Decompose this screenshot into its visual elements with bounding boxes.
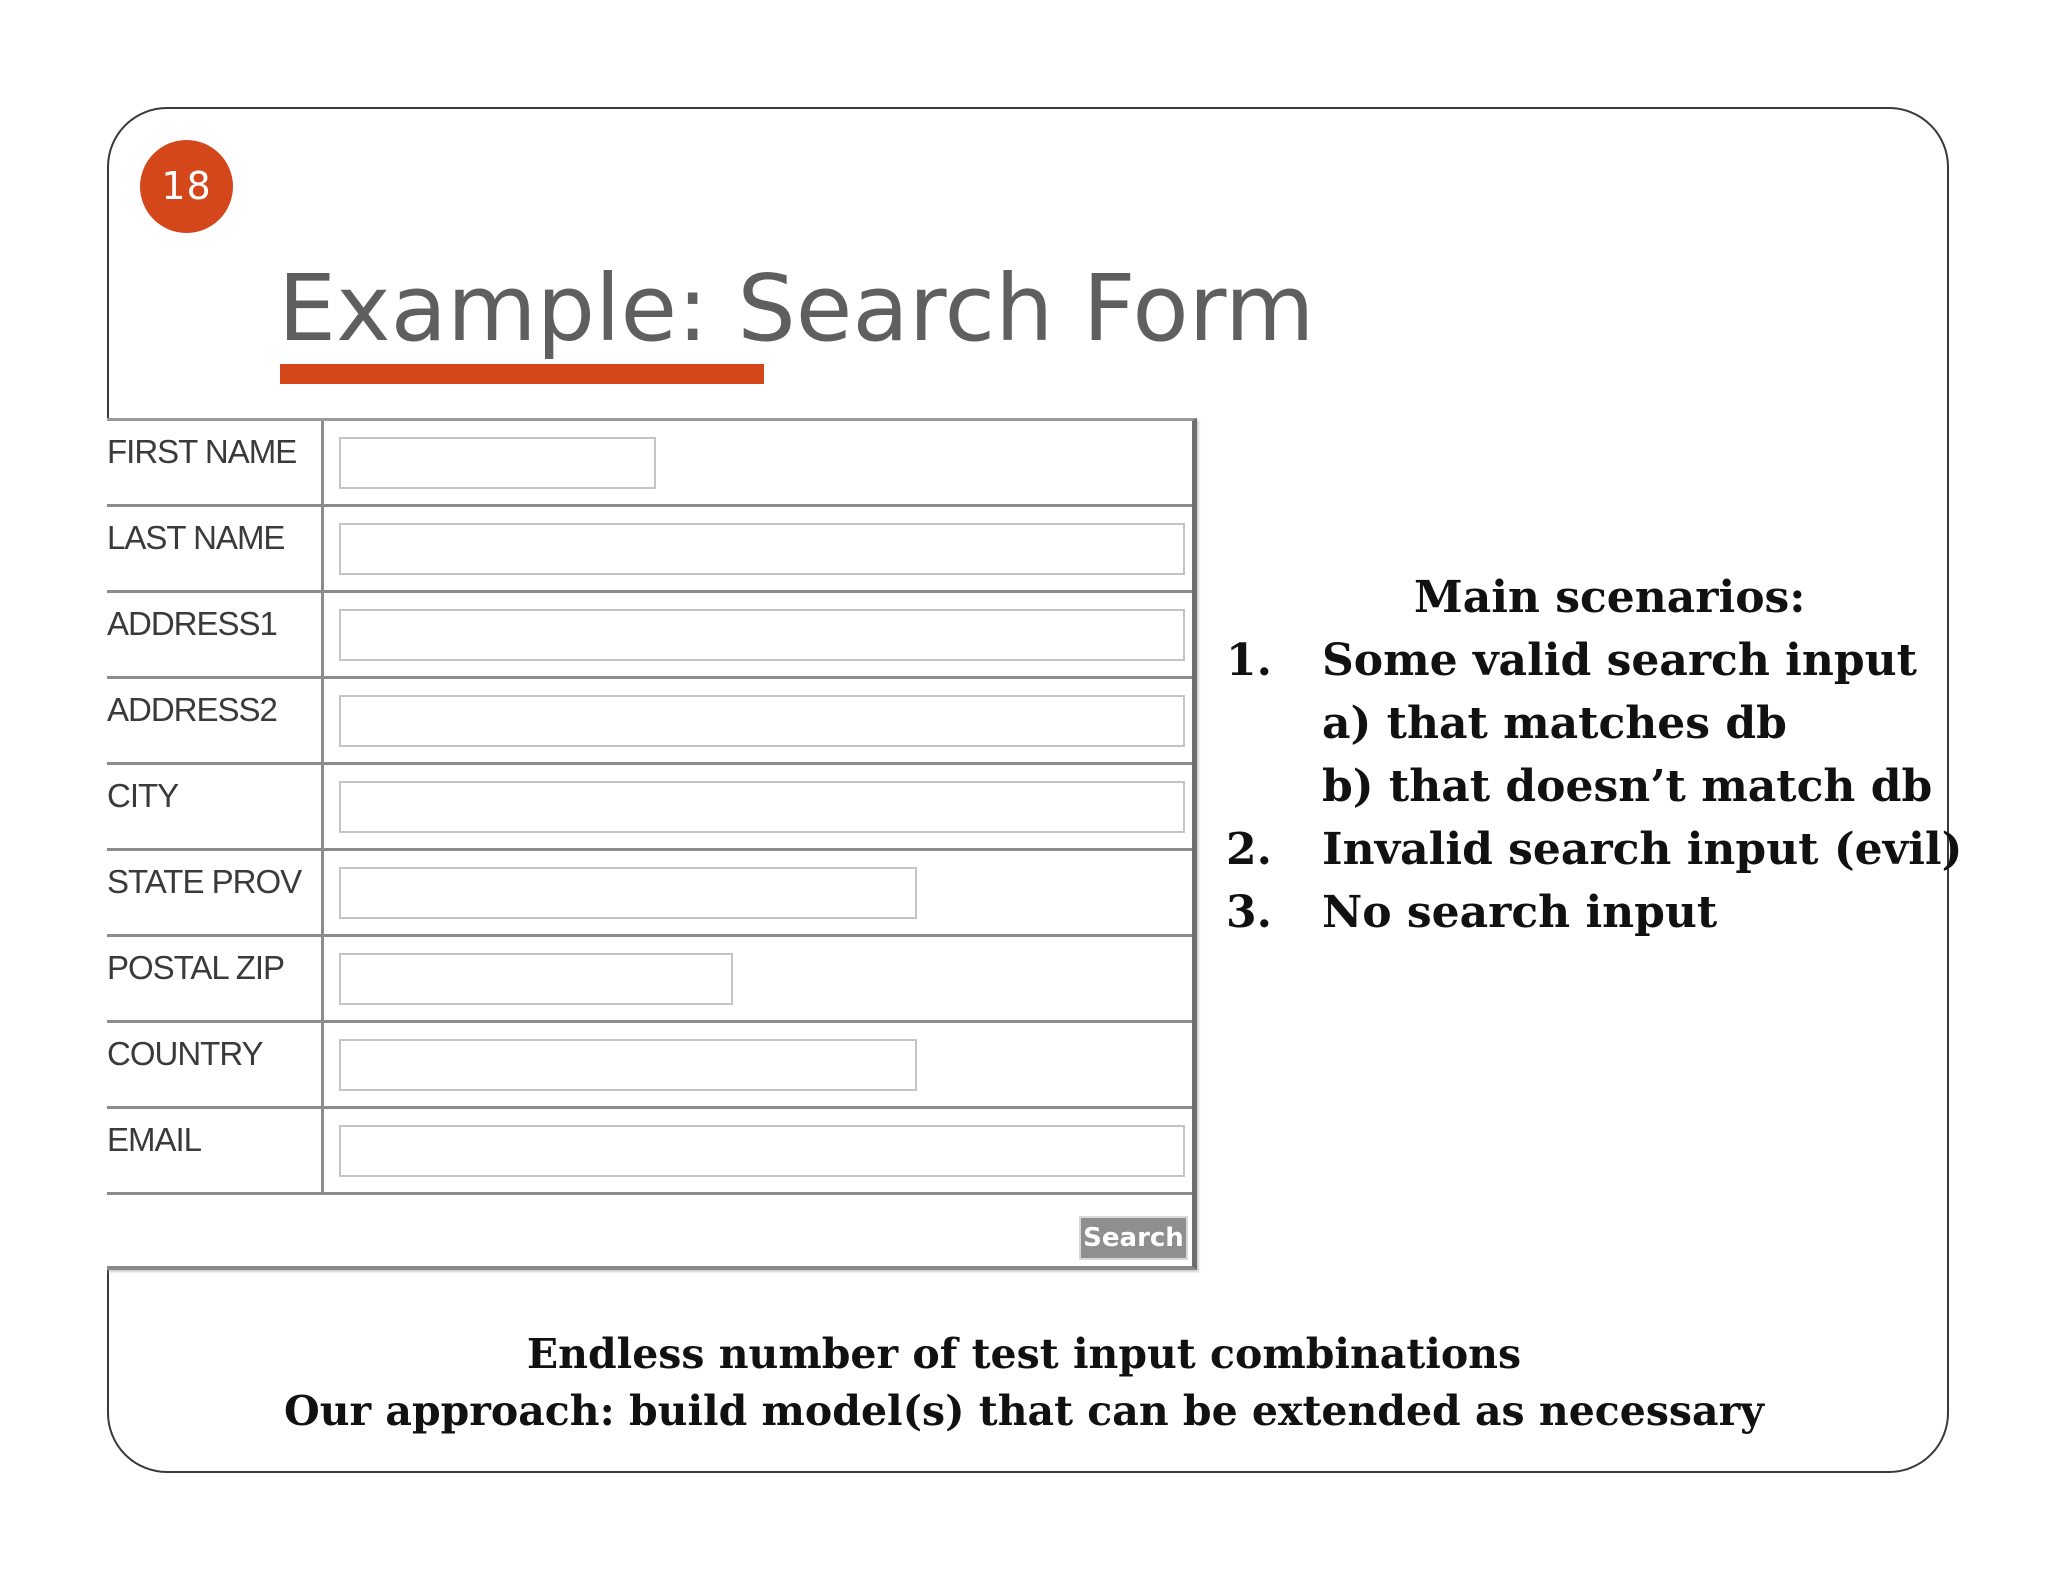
first-name-input[interactable] — [339, 437, 656, 489]
form-row-address2 — [107, 679, 1192, 765]
last-name-label: LAST NAME — [107, 519, 285, 556]
label-divider — [321, 851, 324, 934]
city-input[interactable] — [339, 781, 1185, 833]
scenario-number: 2. — [1226, 824, 1272, 875]
city-label: CITY — [107, 777, 179, 814]
label-divider — [321, 1109, 324, 1192]
address2-input[interactable] — [339, 695, 1185, 747]
scenario-subitem — [1226, 692, 1946, 755]
address2-label: ADDRESS2 — [107, 691, 277, 728]
form-row-address1 — [107, 593, 1192, 679]
scenario-text: a) that matches db — [1322, 698, 1787, 749]
label-divider — [321, 593, 324, 676]
form-row-state-prov — [107, 851, 1192, 937]
scenario-text: Some valid search input — [1322, 635, 1917, 686]
scenario-item — [1226, 818, 1963, 881]
postal-zip-label: POSTAL ZIP — [107, 949, 285, 986]
address1-label: ADDRESS1 — [107, 605, 277, 642]
title-underline — [280, 364, 764, 384]
country-input[interactable] — [339, 1039, 917, 1091]
label-divider — [321, 1023, 324, 1106]
scenario-item — [1226, 881, 1946, 944]
email-label: EMAIL — [107, 1121, 202, 1158]
form-row-postal-zip — [107, 937, 1192, 1023]
country-label: COUNTRY — [107, 1035, 263, 1072]
search-form — [107, 418, 1197, 1270]
form-row-city — [107, 765, 1192, 851]
slide-title: Example: Search Form — [278, 255, 1315, 362]
form-row-email — [107, 1109, 1192, 1195]
address1-input[interactable] — [339, 609, 1185, 661]
scenario-text: b) that doesn’t match db — [1322, 761, 1933, 812]
postal-zip-input[interactable] — [339, 953, 733, 1005]
scenario-number: 1. — [1226, 635, 1272, 686]
slide-number-badge: 18 — [140, 140, 233, 233]
label-divider — [321, 765, 324, 848]
scenarios-heading: Main scenarios: — [1414, 572, 1806, 623]
label-divider — [321, 937, 324, 1020]
last-name-input[interactable] — [339, 523, 1185, 575]
form-row-country — [107, 1023, 1192, 1109]
scenario-number: 3. — [1226, 887, 1272, 938]
scenario-item — [1226, 629, 1946, 692]
footer-line-2: Our approach: build model(s) that can be extended as necessary — [283, 1387, 1765, 1435]
first-name-label: FIRST NAME — [107, 433, 297, 470]
label-divider — [321, 679, 324, 762]
scenarios-list — [1226, 566, 1963, 944]
state-prov-label: STATE PROV — [107, 863, 302, 900]
footer-line-1: Endless number of test input combinations — [526, 1330, 1522, 1378]
label-divider — [321, 507, 324, 590]
search-button[interactable]: Search — [1079, 1216, 1188, 1260]
form-row-last-name — [107, 507, 1192, 593]
scenario-subitem — [1226, 755, 1946, 818]
state-prov-input[interactable] — [339, 867, 917, 919]
scenario-text: Invalid search input (evil) — [1322, 824, 1963, 875]
scenario-text: No search input — [1322, 887, 1718, 938]
form-row-first-name — [107, 421, 1192, 507]
email-input[interactable] — [339, 1125, 1185, 1177]
label-divider — [321, 421, 324, 504]
